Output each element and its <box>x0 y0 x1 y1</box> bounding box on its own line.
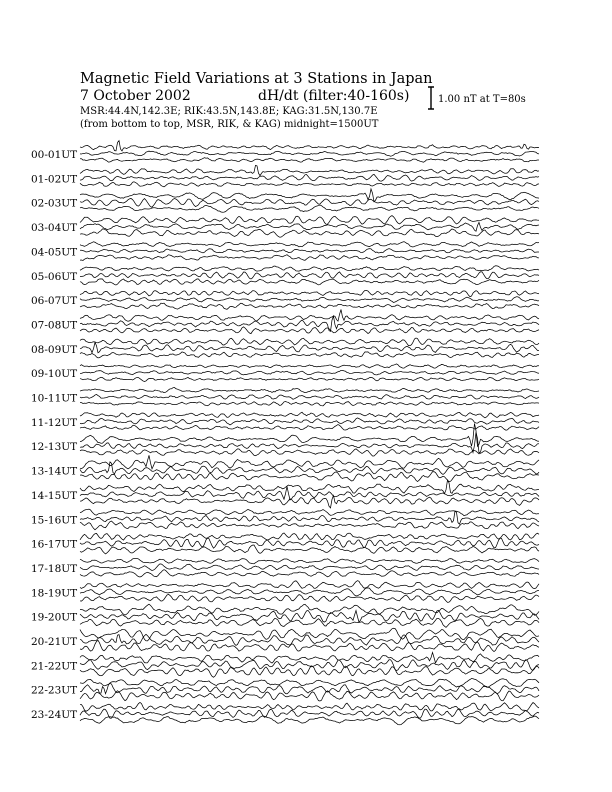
station-trace-msr <box>80 545 539 554</box>
row-label: 03-04UT <box>31 222 78 235</box>
station-trace-rik <box>80 610 539 622</box>
row-label: 02-03UT <box>31 197 78 210</box>
station-trace-rik <box>80 198 539 207</box>
scale-bar <box>428 87 434 109</box>
station-trace-msr <box>80 716 539 725</box>
row-label: 12-13UT <box>31 441 78 454</box>
hour-row <box>31 652 539 677</box>
station-trace-rik <box>80 272 539 279</box>
row-label: 18-19UT <box>31 587 78 600</box>
station-trace-msr <box>80 640 539 651</box>
station-trace-msr <box>80 303 539 309</box>
station-coordinates: MSR:44.4N,142.3E; RIK:43.5N,143.8E; KAG:31.5N,130.7E <box>80 106 378 117</box>
station-trace-kag <box>80 628 539 641</box>
station-trace-kag <box>80 678 539 687</box>
station-trace-kag <box>80 455 539 469</box>
station-trace-msr <box>80 182 539 187</box>
station-trace-kag <box>80 559 539 564</box>
station-trace-kag <box>80 480 539 494</box>
station-trace-msr <box>80 521 539 530</box>
row-label: 20-21UT <box>31 636 78 648</box>
row-label: 10-11UT <box>31 392 78 405</box>
row-label: 07-08UT <box>31 319 78 332</box>
station-trace-msr <box>80 594 539 602</box>
station-trace-msr <box>80 691 539 701</box>
row-label: 21-22UT <box>31 660 78 673</box>
station-trace-rik <box>80 297 539 303</box>
station-trace-kag <box>80 189 539 202</box>
station-trace-kag <box>80 364 539 368</box>
station-trace-msr <box>80 618 539 627</box>
hour-row <box>31 678 539 700</box>
station-trace-kag <box>80 703 539 712</box>
hour-row <box>31 266 539 285</box>
hour-row <box>31 216 539 238</box>
station-trace-msr <box>80 472 539 482</box>
station-trace-rik <box>80 151 539 156</box>
station-trace-rik <box>80 370 539 375</box>
station-trace-msr <box>80 255 539 261</box>
hour-row <box>31 423 539 456</box>
hour-row <box>31 703 539 725</box>
row-label: 04-05UT <box>31 246 78 259</box>
hour-row <box>31 628 539 651</box>
row-label: 06-07UT <box>31 295 78 308</box>
station-trace-kag <box>80 652 539 663</box>
hour-row <box>31 165 539 186</box>
row-label: 14-15UT <box>31 489 78 502</box>
station-trace-msr <box>80 327 539 334</box>
hour-row <box>31 309 539 333</box>
row-label: 15-16UT <box>31 514 78 527</box>
station-trace-kag <box>80 604 539 615</box>
station-trace-kag <box>80 165 539 175</box>
hour-row <box>31 388 539 406</box>
station-trace-kag <box>80 290 539 296</box>
station-trace-kag <box>80 581 539 589</box>
row-label: 16-17UT <box>31 538 78 551</box>
hour-row <box>31 242 539 261</box>
row-label: 01-02UT <box>31 173 78 186</box>
date-label: 7 October 2002 <box>80 88 191 104</box>
station-trace-rik <box>80 222 539 231</box>
station-trace-rik <box>80 249 539 253</box>
row-label: 13-14UT <box>31 465 78 478</box>
station-trace-rik <box>80 588 539 596</box>
station-trace-msr <box>80 449 539 456</box>
hour-row <box>31 189 539 212</box>
station-trace-rik <box>80 432 539 452</box>
station-trace-kag <box>80 533 539 540</box>
station-trace-kag <box>80 266 539 271</box>
station-trace-msr <box>80 377 539 381</box>
row-label: 22-23UT <box>31 684 78 697</box>
station-trace-msr <box>80 279 539 285</box>
station-trace-rik <box>80 683 539 693</box>
station-trace-rik <box>80 462 539 475</box>
row-label: 09-10UT <box>31 368 78 381</box>
filter-label: dH/dt (filter:40-160s) <box>258 88 410 104</box>
hour-row <box>31 559 539 577</box>
station-trace-msr <box>80 496 539 508</box>
hour-row <box>31 581 539 603</box>
chart-title: Magnetic Field Variations at 3 Stations in Japan <box>80 71 433 87</box>
hour-row <box>31 364 539 382</box>
station-trace-msr <box>80 425 539 431</box>
station-trace-rik <box>80 394 539 399</box>
station-trace-rik <box>80 486 539 500</box>
trace-order-note: (from bottom to top, MSR, RIK, & KAG) midnight=1500UT <box>80 119 379 130</box>
hour-row <box>31 338 539 358</box>
station-trace-kag <box>80 412 539 418</box>
station-trace-msr <box>80 229 539 237</box>
station-trace-kag <box>80 242 539 247</box>
station-trace-msr <box>80 402 539 406</box>
hour-row <box>31 290 539 309</box>
hour-row <box>31 480 539 508</box>
row-label: 11-12UT <box>31 416 78 429</box>
station-trace-msr <box>80 158 539 163</box>
station-trace-msr <box>80 570 539 577</box>
hour-row <box>31 604 539 627</box>
station-trace-rik <box>80 564 539 571</box>
station-trace-rik <box>80 418 539 425</box>
station-trace-kag <box>80 509 539 516</box>
hour-row <box>31 533 539 554</box>
station-trace-kag <box>80 216 539 225</box>
hour-row <box>31 455 539 481</box>
station-trace-kag <box>80 388 539 393</box>
row-label: 23-24UT <box>31 709 78 722</box>
hour-row <box>31 141 539 163</box>
row-label: 08-09UT <box>31 343 78 356</box>
row-label: 17-18UT <box>31 562 78 575</box>
row-label: 05-06UT <box>31 270 78 283</box>
station-trace-kag <box>80 141 539 151</box>
station-trace-kag <box>80 338 539 346</box>
row-label: 00-01UT <box>31 149 78 161</box>
station-trace-kag <box>80 309 539 321</box>
station-trace-kag <box>80 423 539 446</box>
hour-row <box>31 509 539 530</box>
station-trace-msr <box>80 205 539 212</box>
station-trace-rik <box>80 538 539 548</box>
station-trace-rik <box>80 174 539 181</box>
scale-bar-label: 1.00 nT at T=80s <box>438 94 526 105</box>
row-label: 19-20UT <box>31 611 78 624</box>
hour-row <box>31 412 539 430</box>
station-trace-msr <box>80 352 539 358</box>
